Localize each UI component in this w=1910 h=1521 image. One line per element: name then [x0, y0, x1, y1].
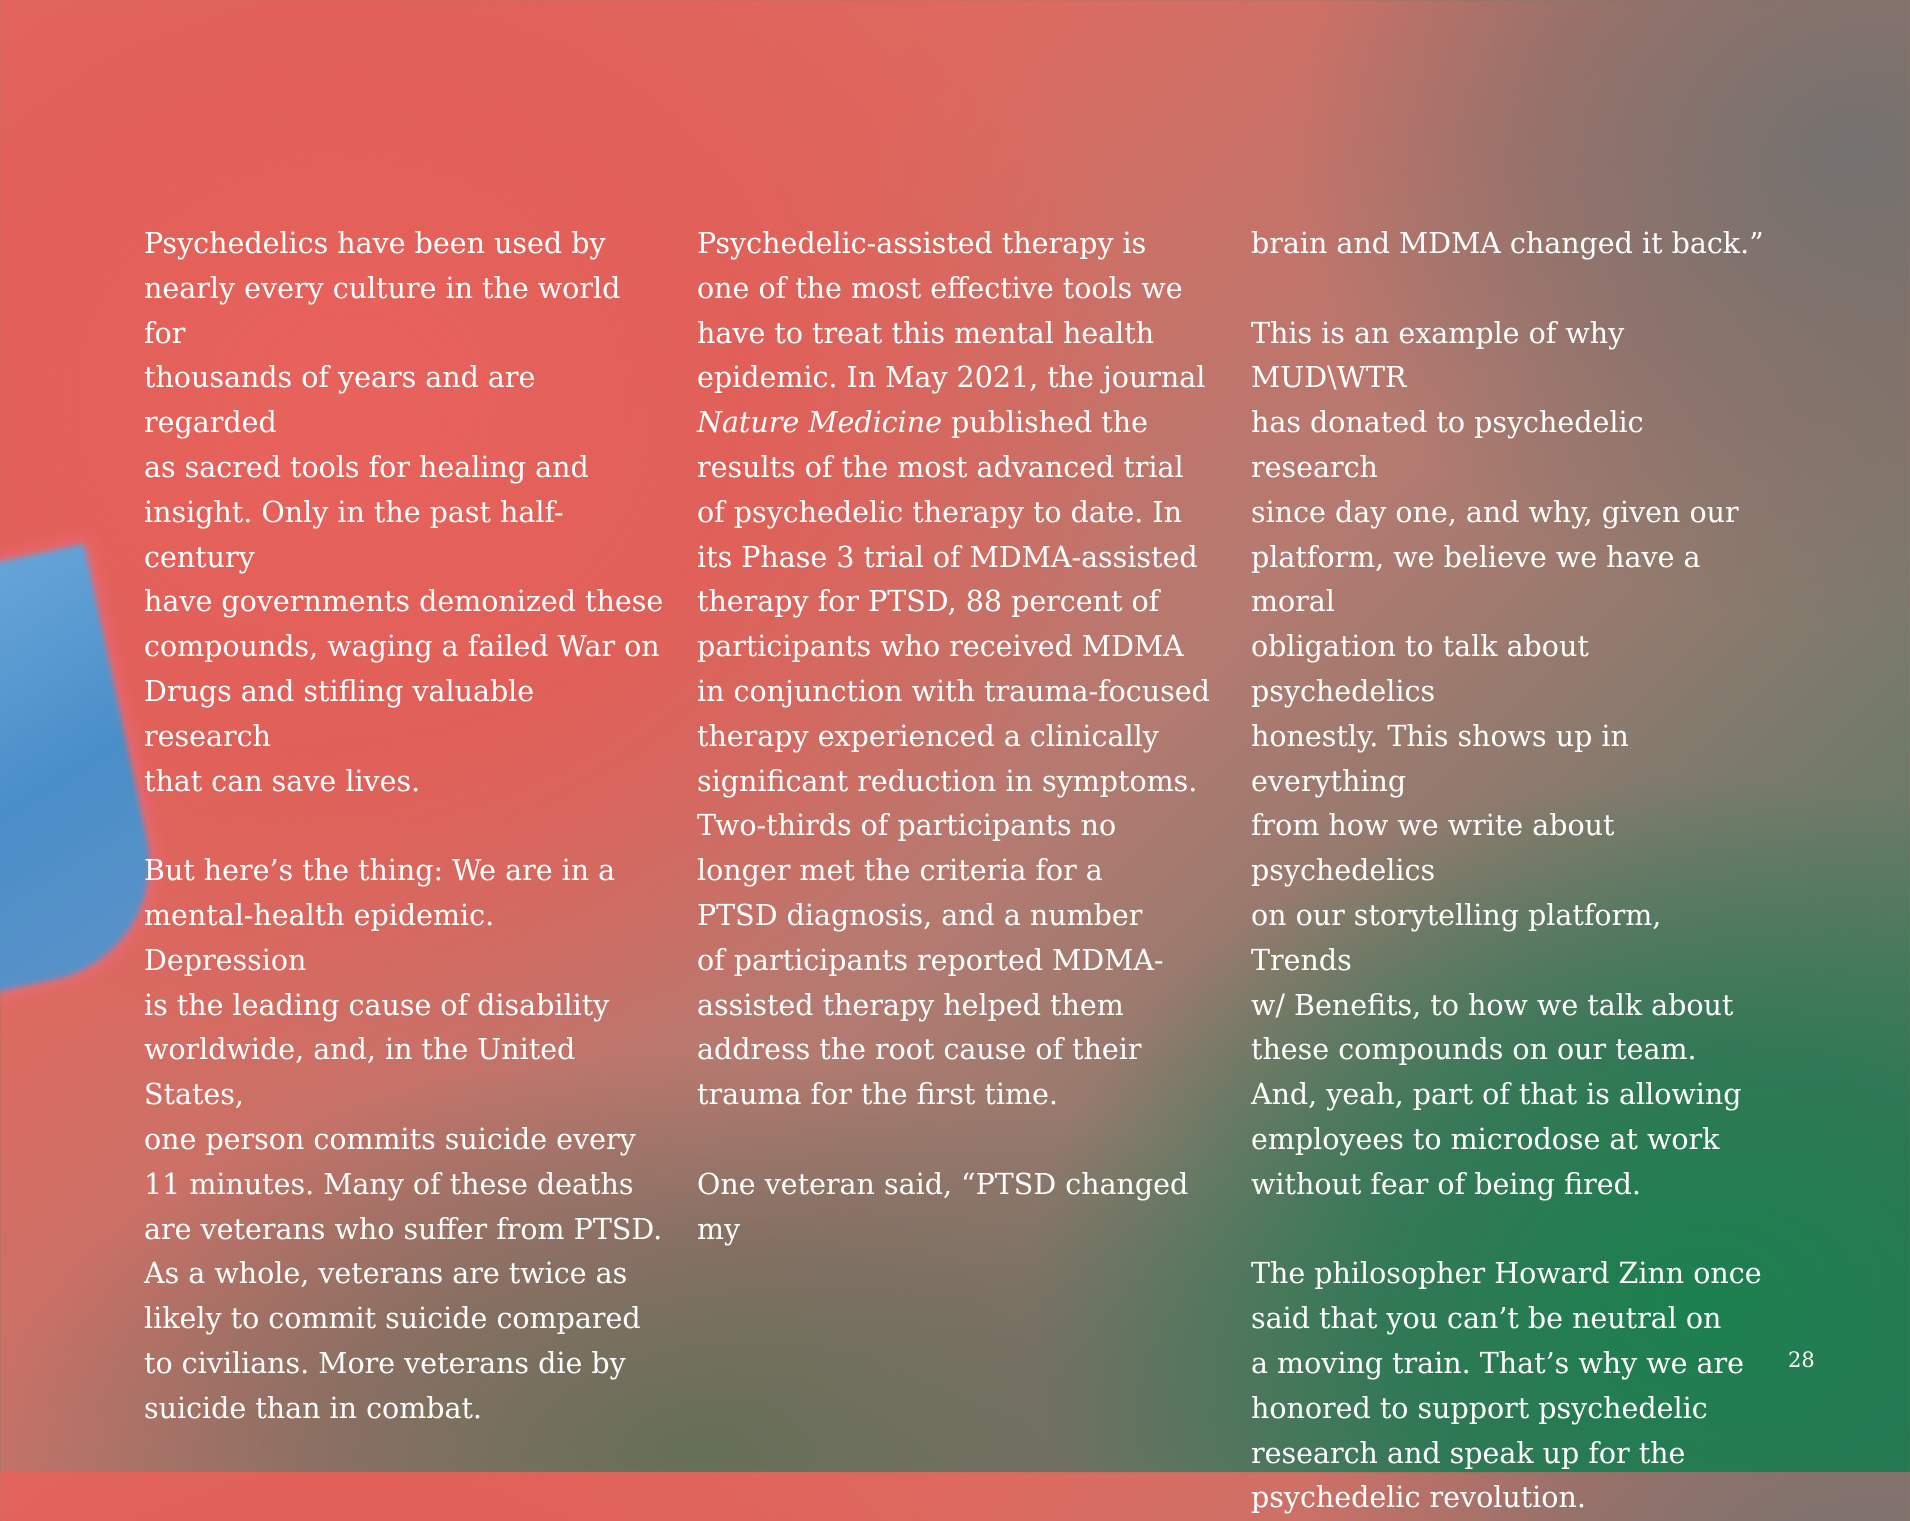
paragraph-history: Psychedelics have been used by nearly every culture in the world for thousands of years and are regarded as sacred tools for healing and insight. Only in the past half-century have governments demonized these compounds, waging a failed War on Drugs and stifling valuable research that can save lives. — [144, 227, 664, 798]
paragraph-veteran-quote: One veteran said, “PTSD changed my — [697, 1167, 1189, 1246]
paragraph-therapy-part-b: published the results of the most advanced trial of psychedelic therapy to date. In its Phase 3 trial of MDMA-assisted therapy for PTSD, 88 percent of participants who received MDMA in conjunction with trauma-focused therapy experienced a clinically significant reduction in symptoms. Two-thirds of participants no longer met the criteria for a PTSD diagnosis, and a number of participants reported MDMA- assisted therapy helped them address the root cause of their trauma for the first time. — [697, 406, 1210, 1112]
text-column-2 — [697, 222, 1217, 1252]
paragraph-therapy-part-a: Psychedelic-assisted therapy is one of the most effective tools we have to treat this mental health epidemic. In May 2021, the journal — [697, 227, 1206, 395]
paragraph-zinn: The philosopher Howard Zinn once said that you can’t be neutral on a moving train. That’s why we are honored to support psychedelic research and speak up for the psychedelic revolution. — [1251, 1257, 1762, 1515]
paragraph-mudwtr: This is an example of why MUD\WTR has donated to psychedelic research since day one, and why, given our platform, we believe we have a moral obligation to talk about psychedelics honestly. This shows up in everything from how we write about psychedelics on our storytelling platform, Trends w/ Benefits, to how we talk about these compounds on our team. And, yeah, part of that is allowing employees to microdose at work without fear of being fired. — [1251, 316, 1742, 1201]
text-column-1 — [144, 222, 664, 1432]
paragraph-epidemic: But here’s the thing: We are in a mental-health epidemic. Depression is the leading cause of disability worldwide, and, in the United States, one person commits suicide every 11 minutes. Many of these deaths are veterans who suffer from PTSD. As a whole, veterans are twice as likely to commit suicide compared to civilians. More veterans die by suicide than in combat. — [144, 854, 663, 1425]
paragraph-quote-continued: brain and MDMA changed it back.” — [1251, 227, 1764, 260]
page-number: 28 — [1788, 1348, 1815, 1372]
journal-name: Nature Medicine — [697, 406, 942, 440]
text-column-3 — [1251, 222, 1771, 1521]
paragraph-therapy — [697, 222, 1217, 1118]
